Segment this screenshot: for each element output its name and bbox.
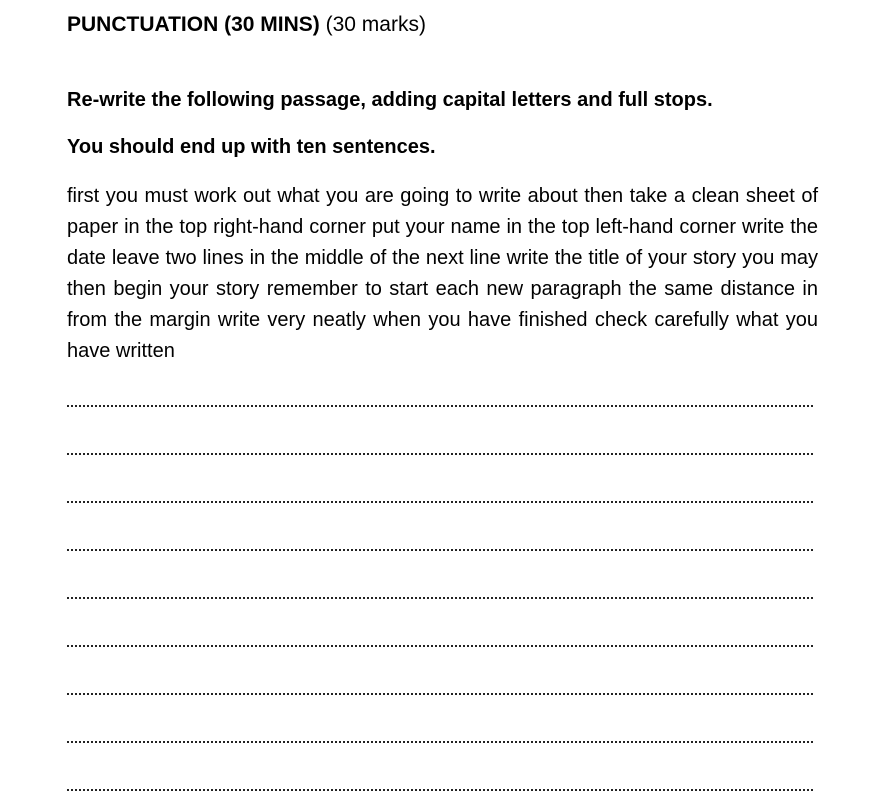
instruction-sentence-count: You should end up with ten sentences. xyxy=(67,136,436,158)
answer-lines xyxy=(67,382,813,791)
instruction-rewrite: Re-write the following passage, adding capital letters and full stops. xyxy=(67,89,713,111)
unpunctuated-passage: first you must work out what you are going to write about then take a clean sheet of paper in the top right-hand corner put your name in the top left-hand corner write the date leave two lines in the middle of the next line write the title of your story you may then begin your story remember to start each new paragraph the same distance in from the margin write very neatly when you have finished check carefully what you have written xyxy=(67,185,818,362)
answer-line[interactable] xyxy=(67,382,813,407)
answer-line[interactable] xyxy=(67,407,813,455)
answer-line[interactable] xyxy=(67,695,813,743)
section-heading xyxy=(67,11,426,39)
answer-line[interactable] xyxy=(67,551,813,599)
answer-line[interactable] xyxy=(67,503,813,551)
answer-line[interactable] xyxy=(67,743,813,791)
answer-line[interactable] xyxy=(67,599,813,647)
answer-line[interactable] xyxy=(67,455,813,503)
answer-line[interactable] xyxy=(67,647,813,695)
section-title: PUNCTUATION (30 MINS) xyxy=(67,13,320,36)
marks-label: (30 marks) xyxy=(325,13,426,36)
